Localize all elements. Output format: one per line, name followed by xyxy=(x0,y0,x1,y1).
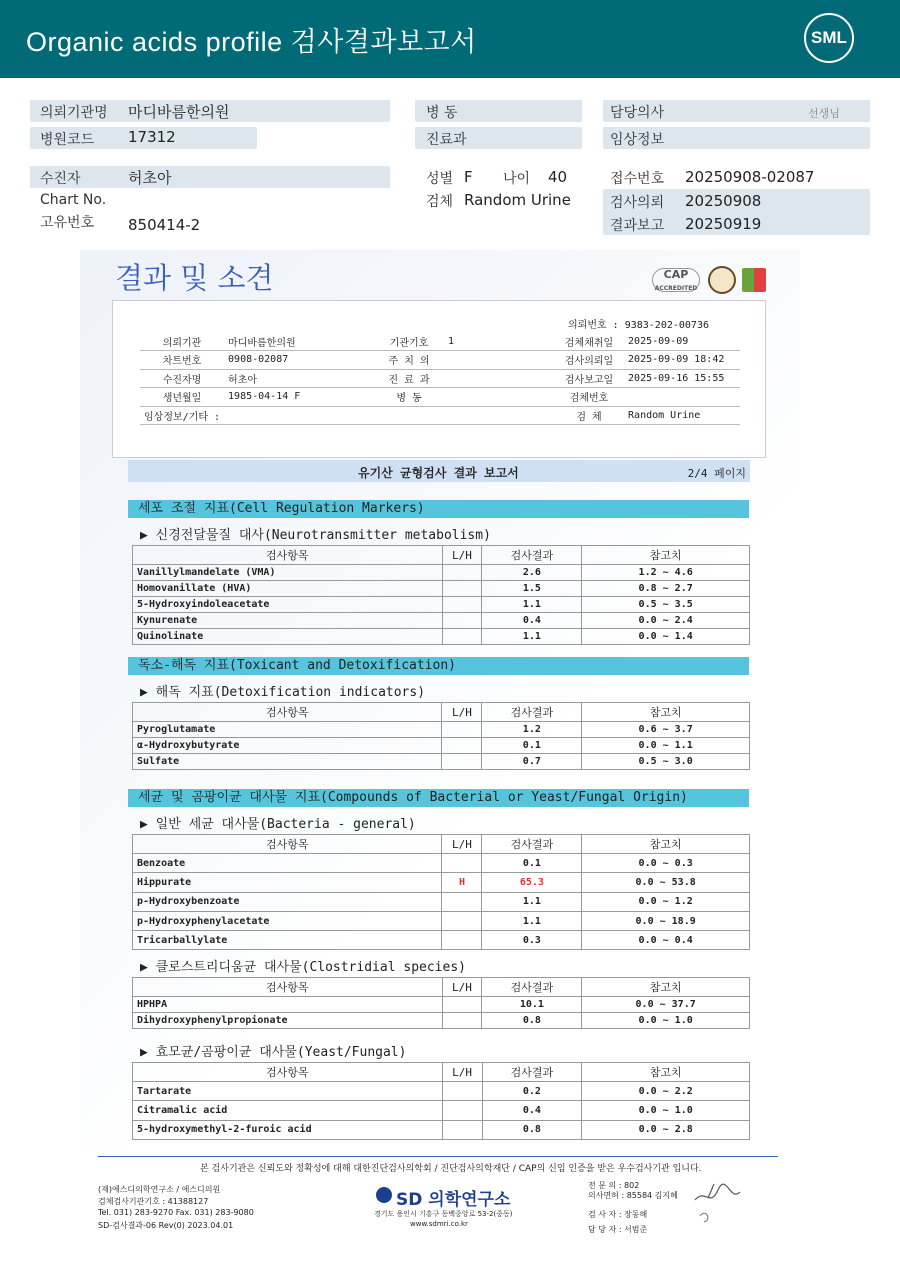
lh-flag xyxy=(442,1101,482,1120)
patient-bar xyxy=(30,166,390,188)
info-key: 검체채취일 xyxy=(554,332,624,351)
reference-range: 0.0 ~ 1.4 xyxy=(582,629,750,645)
table-row xyxy=(133,1120,750,1139)
result-table xyxy=(132,1062,750,1140)
request-number-value: 9383-202-00736 xyxy=(624,320,709,331)
info-row xyxy=(140,406,740,425)
lh-flag xyxy=(442,613,482,629)
page-indicator: 2/4 페이지 xyxy=(687,467,746,480)
result-value: 1.1 xyxy=(482,597,582,613)
table-row xyxy=(133,892,750,911)
lh-flag xyxy=(442,1013,482,1029)
item-name: Vanillylmandelate (VMA) xyxy=(133,565,443,581)
result-value: 0.4 xyxy=(482,613,582,629)
sd-web: www.sdmri.co.kr xyxy=(410,1220,468,1228)
item-name: 5-Hydroxyindoleacetate xyxy=(133,597,443,613)
result-value: 1.1 xyxy=(482,892,582,911)
org-name: (재)에스디의학연구소 / 에스디의원 xyxy=(98,1185,221,1194)
column-header: 검사결과 xyxy=(482,703,582,722)
lh-flag: H xyxy=(442,873,482,892)
lh-flag xyxy=(442,722,482,738)
result-value: 0.7 xyxy=(482,754,582,770)
column-header: 검사항목 xyxy=(133,1063,443,1082)
section-header: 세포 조절 지표(Cell Regulation Markers) xyxy=(128,500,749,518)
result-value: 1.1 xyxy=(482,629,582,645)
column-header: 검사결과 xyxy=(482,835,582,854)
uid-value: 850414-2 xyxy=(128,216,201,234)
info-value: 2025-09-09 xyxy=(624,332,740,351)
table-header-row xyxy=(133,703,750,722)
sex-value: F xyxy=(464,168,473,186)
reference-range: 0.0 ~ 1.1 xyxy=(582,738,750,754)
column-header: 검사항목 xyxy=(133,978,443,997)
result-value: 1.2 xyxy=(482,722,582,738)
receipt-value: 20250908-02087 xyxy=(685,168,815,186)
sex-label: 성별 xyxy=(426,171,454,187)
result-value: 20250919 xyxy=(685,215,762,233)
result-value: 0.1 xyxy=(482,738,582,754)
receipt-label: 접수번호 xyxy=(610,171,665,187)
column-header: 참고치 xyxy=(582,835,750,854)
request-number: 의뢰번호 : 9383-202-00736 xyxy=(568,320,709,331)
org-code: 검체검사기관기호 : 41388127 xyxy=(98,1197,209,1206)
table-header-row xyxy=(133,546,750,565)
requester-value: 마디바름한의원 xyxy=(128,103,230,121)
info-key: 검 체 xyxy=(554,406,624,425)
item-name: p-Hydroxyphenylacetate xyxy=(133,911,442,930)
doctor-label: 담당의사 xyxy=(610,105,665,121)
result-table xyxy=(132,834,750,950)
age-label: 나이 xyxy=(503,171,531,187)
info-key: 주 치 의 xyxy=(374,351,444,370)
report-subtitle: 유기산 균형검사 결과 보고서 xyxy=(358,466,519,480)
subsection-header: ▶ 해독 지표(Detoxification indicators) xyxy=(140,685,426,700)
lh-flag xyxy=(442,565,482,581)
result-value: 0.3 xyxy=(482,931,582,950)
result-value: 0.8 xyxy=(482,1120,582,1139)
reference-range: 0.5 ~ 3.0 xyxy=(582,754,750,770)
specimen-label: 검체 xyxy=(426,194,454,210)
sd-brand: SD 의학연구소 xyxy=(396,1190,511,1210)
table-row xyxy=(133,854,750,873)
table-row xyxy=(133,911,750,930)
cert-statement: 본 검사기관은 신뢰도와 정확성에 대해 대한진단검사의학회 / 진단검사의학재단 / CAP의 신임 인증을 받은 우수검사기관 입니다. xyxy=(200,1164,702,1174)
result-value: 0.1 xyxy=(482,854,582,873)
report-subtitle-bar xyxy=(128,460,750,482)
item-name: α-Hydroxybutyrate xyxy=(133,738,442,754)
patient-info-table xyxy=(140,332,740,425)
info-key: 진 료 과 xyxy=(374,369,444,388)
lh-flag xyxy=(442,738,482,754)
item-name: p-Hydroxybenzoate xyxy=(133,892,442,911)
uid-label: 고유번호 xyxy=(40,215,95,231)
item-name: Sulfate xyxy=(133,754,442,770)
info-row xyxy=(140,351,740,370)
item-name: Tricarballylate xyxy=(133,931,442,950)
info-value: 허초아 xyxy=(224,369,374,388)
result-value: 10.1 xyxy=(482,997,582,1013)
column-header: 검사항목 xyxy=(133,835,442,854)
item-name: Kynurenate xyxy=(133,613,443,629)
lh-flag xyxy=(442,1120,482,1139)
signature-mark xyxy=(690,1178,750,1226)
column-header: L/H xyxy=(442,835,482,854)
lh-flag xyxy=(442,581,482,597)
doc-code: SD-검사결과-06 Rev(0) 2023.04.01 xyxy=(98,1221,234,1230)
cap-logo xyxy=(652,268,700,292)
info-value xyxy=(624,388,740,407)
result-value: 0.4 xyxy=(482,1101,582,1120)
clinical-label: 임상정보 xyxy=(610,132,665,148)
cap-label: CAP xyxy=(663,268,689,281)
info-value: 1985-04-14 F xyxy=(224,388,374,407)
column-header: 검사결과 xyxy=(482,546,582,565)
item-name: Quinolinate xyxy=(133,629,443,645)
test-req-value: 20250908 xyxy=(685,192,762,210)
info-key: 차트번호 xyxy=(140,351,224,370)
requester-label: 의뢰기관명 xyxy=(40,105,108,121)
reference-range: 0.0 ~ 1.0 xyxy=(582,1101,750,1120)
info-row xyxy=(140,369,740,388)
sd-logo-icon xyxy=(376,1187,392,1203)
table-row xyxy=(133,1082,750,1101)
column-header: 검사항목 xyxy=(133,546,443,565)
subsection-header: ▶ 일반 세균 대사물(Bacteria - general) xyxy=(140,817,416,832)
table-row xyxy=(133,754,750,770)
item-name: HPHPA xyxy=(133,997,443,1013)
item-name: Tartarate xyxy=(133,1082,443,1101)
table-row xyxy=(133,629,750,645)
info-key: 의뢰기관 xyxy=(140,332,224,351)
item-name: Hippurate xyxy=(133,873,442,892)
lh-flag xyxy=(442,597,482,613)
info-value: 0908-02087 xyxy=(224,351,374,370)
request-number-label: 의뢰번호 xyxy=(568,320,607,331)
reference-range: 0.8 ~ 2.7 xyxy=(582,581,750,597)
info-value: Random Urine xyxy=(624,406,740,425)
column-header: 참고치 xyxy=(582,1063,750,1082)
item-name: Homovanillate (HVA) xyxy=(133,581,443,597)
sign-specialist: 전 문 의 : 802 xyxy=(588,1181,640,1190)
patient-value: 허초아 xyxy=(128,169,172,187)
column-header: 검사결과 xyxy=(482,978,582,997)
specimen-value: Random Urine xyxy=(464,191,571,209)
table-row xyxy=(133,738,750,754)
lh-flag xyxy=(442,754,482,770)
dept-label: 진료과 xyxy=(426,132,467,148)
info-value: 2025-09-09 18:42 xyxy=(624,351,740,370)
info-key: 생년월일 xyxy=(140,388,224,407)
lh-flag xyxy=(442,854,482,873)
info-value: 2025-09-16 15:55 xyxy=(624,369,740,388)
age-value: 40 xyxy=(548,168,568,186)
result-value: 0.8 xyxy=(482,1013,582,1029)
reference-range: 0.0 ~ 37.7 xyxy=(582,997,750,1013)
lh-flag xyxy=(442,892,482,911)
section-header: 세균 및 곰팡이균 대사물 지표(Compounds of Bacterial or Yeast/Fungal Origin) xyxy=(128,789,749,807)
subsection-header: ▶ 클로스트리디움균 대사물(Clostridial species) xyxy=(140,960,466,975)
lh-flag xyxy=(442,629,482,645)
sml-logo: SML xyxy=(804,13,854,63)
test-req-label: 검사의뢰 xyxy=(610,195,665,211)
reference-range: 0.0 ~ 2.4 xyxy=(582,613,750,629)
item-name: Benzoate xyxy=(133,854,442,873)
table-row xyxy=(133,873,750,892)
subsection-header: ▶ 효모균/곰팡이균 대사물(Yeast/Fungal) xyxy=(140,1045,407,1060)
info-key: 검사보고일 xyxy=(554,369,624,388)
seal-logo xyxy=(708,266,736,294)
info-key: 병 동 xyxy=(374,388,444,407)
column-header: 검사항목 xyxy=(133,703,442,722)
item-name: 5-hydroxymethyl-2-furoic acid xyxy=(133,1120,443,1139)
ward-label: 병 동 xyxy=(426,105,458,121)
column-header: L/H xyxy=(442,1063,482,1082)
hospital-code-label: 병원코드 xyxy=(40,132,95,148)
column-header: L/H xyxy=(442,703,482,722)
reference-range: 0.0 ~ 0.4 xyxy=(582,931,750,950)
result-value: 65.3 xyxy=(482,873,582,892)
chart-label: Chart No. xyxy=(40,192,107,208)
column-header: 참고치 xyxy=(582,978,750,997)
column-header: 검사결과 xyxy=(482,1063,582,1082)
patient-label: 수진자 xyxy=(40,171,81,187)
sign-tester: 검 사 자 : 장동해 xyxy=(588,1210,648,1219)
table-row xyxy=(133,1013,750,1029)
result-table xyxy=(132,702,750,770)
info-value xyxy=(224,406,374,425)
table-row xyxy=(133,997,750,1013)
column-header: L/H xyxy=(442,546,482,565)
cap-sub: ACCREDITED xyxy=(654,285,698,292)
table-row xyxy=(133,722,750,738)
reference-range: 0.0 ~ 1.2 xyxy=(582,892,750,911)
cert-logo xyxy=(742,268,766,292)
info-row xyxy=(140,332,740,351)
column-header: L/H xyxy=(442,978,482,997)
result-value: 0.2 xyxy=(482,1082,582,1101)
info-value xyxy=(444,369,554,388)
info-value: 마디바름한의원 xyxy=(224,332,374,351)
reference-range: 1.2 ~ 4.6 xyxy=(582,565,750,581)
info-key: 검사의뢰일 xyxy=(554,351,624,370)
result-value: 1.5 xyxy=(482,581,582,597)
sign-license: 의사면허 : 85584 김지혜 xyxy=(588,1191,678,1200)
reference-range: 0.0 ~ 0.3 xyxy=(582,854,750,873)
table-header-row xyxy=(133,1063,750,1082)
subsection-header: ▶ 신경전달물질 대사(Neurotransmitter metabolism) xyxy=(140,528,491,543)
result-label: 결과보고 xyxy=(610,218,665,234)
item-name: Pyroglutamate xyxy=(133,722,442,738)
reference-range: 0.0 ~ 53.8 xyxy=(582,873,750,892)
info-value: 1 xyxy=(444,332,554,351)
info-key: 수진자명 xyxy=(140,369,224,388)
info-value xyxy=(444,388,554,407)
reference-range: 0.0 ~ 1.0 xyxy=(582,1013,750,1029)
item-name: Dihydroxyphenylpropionate xyxy=(133,1013,443,1029)
table-row xyxy=(133,613,750,629)
info-key: 검체번호 xyxy=(554,388,624,407)
table-row xyxy=(133,597,750,613)
result-value: 1.1 xyxy=(482,911,582,930)
org-contact: Tel. 031) 283-9270 Fax. 031) 283-9080 xyxy=(98,1208,254,1217)
lh-flag xyxy=(442,911,482,930)
table-row xyxy=(133,581,750,597)
sd-address: 경기도 용인시 기흥구 동백중앙로 53-2(중동) xyxy=(374,1210,513,1218)
info-row xyxy=(140,388,740,407)
lh-flag xyxy=(442,931,482,950)
info-value xyxy=(444,406,554,425)
result-table xyxy=(132,977,750,1029)
reference-range: 0.5 ~ 3.5 xyxy=(582,597,750,613)
table-header-row xyxy=(133,835,750,854)
report-title: 결과 및 소견 xyxy=(115,261,274,295)
table-header-row xyxy=(133,978,750,997)
reference-range: 0.6 ~ 3.7 xyxy=(582,722,750,738)
column-header: 참고치 xyxy=(582,546,750,565)
sign-manager: 담 당 자 : 서범준 xyxy=(588,1225,648,1234)
column-header: 참고치 xyxy=(582,703,750,722)
result-table xyxy=(132,545,750,645)
reference-range: 0.0 ~ 2.8 xyxy=(582,1120,750,1139)
lh-flag xyxy=(442,1082,482,1101)
header-bar xyxy=(0,0,900,78)
info-key: 임상정보/기타 : xyxy=(140,406,224,425)
reference-range: 0.0 ~ 18.9 xyxy=(582,911,750,930)
info-key xyxy=(374,406,444,425)
item-name: Citramalic acid xyxy=(133,1101,443,1120)
result-value: 2.6 xyxy=(482,565,582,581)
table-row xyxy=(133,565,750,581)
reference-range: 0.0 ~ 2.2 xyxy=(582,1082,750,1101)
info-key: 기관기호 xyxy=(374,332,444,351)
footer-divider xyxy=(98,1156,778,1157)
doctor-suffix: 선생님 xyxy=(808,107,840,120)
info-value xyxy=(444,351,554,370)
section-header: 독소-해독 지표(Toxicant and Detoxification) xyxy=(128,657,749,675)
table-row xyxy=(133,931,750,950)
hospital-code-value: 17312 xyxy=(128,128,176,146)
page-title: Organic acids profile 검사결과보고서 xyxy=(26,27,477,57)
lh-flag xyxy=(442,997,482,1013)
table-row xyxy=(133,1101,750,1120)
